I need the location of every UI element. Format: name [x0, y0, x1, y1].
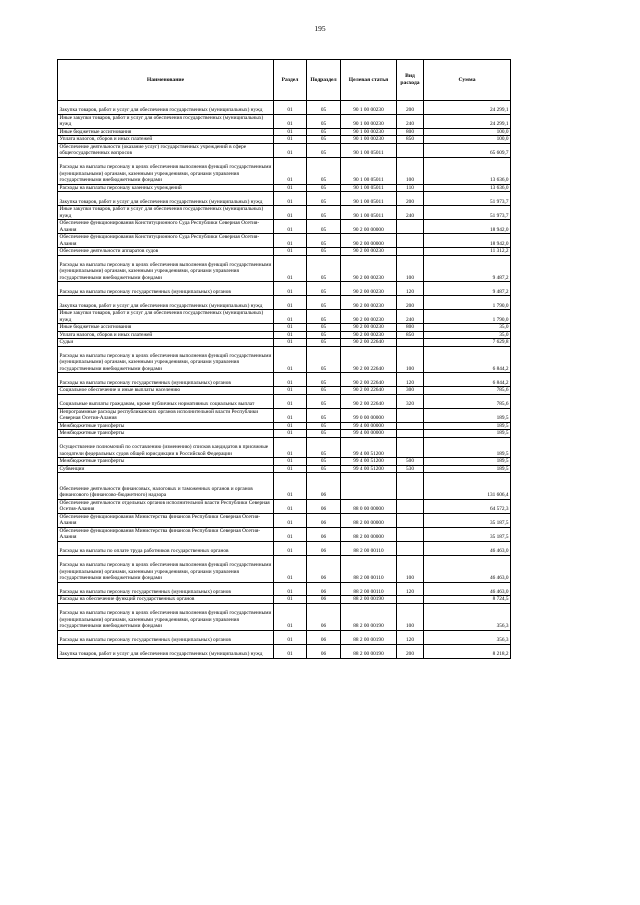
cell-subsection: 05 [307, 465, 341, 473]
cell-name: Иные закупки товаров, работ и услуг для обеспечения государственных (муниципальных) нужд [58, 114, 274, 128]
cell-amount: 189,5 [424, 458, 511, 466]
cell-name: Расходы на выплаты персоналу в целях обеспечения выполнения функций государственными (муниципальными) органами, казенными учреждениями, органами управления государственными внебюджетными фондами [58, 555, 274, 582]
table-row [58, 101, 511, 115]
cell-section: 01 [274, 458, 307, 466]
table-row [58, 430, 511, 438]
cell-target: 90 1 00 00230 [341, 114, 397, 128]
cell-subsection: 06 [307, 541, 341, 555]
cell-section: 01 [274, 527, 307, 541]
table-row [58, 582, 511, 596]
cell-amount: 1 790,0 [424, 310, 511, 324]
cell-section: 01 [274, 248, 307, 256]
cell-expense-type: 240 [397, 310, 424, 324]
cell-name: Обеспечение деятельности аппаратов судов [58, 248, 274, 256]
cell-name: Социальные выплаты гражданам, кроме публичных нормативных социальных выплат [58, 394, 274, 408]
cell-expense-type: 200 [397, 296, 424, 310]
cell-name: Расходы на выплаты персоналу государственных (муниципальных) органов [58, 582, 274, 596]
cell-section: 01 [274, 582, 307, 596]
cell-subsection: 06 [307, 596, 341, 604]
cell-subsection: 05 [307, 143, 341, 157]
cell-amount: 35,0 [424, 324, 511, 332]
cell-target: 88 0 00 00000 [341, 499, 397, 513]
table-body [58, 101, 511, 659]
cell-section: 01 [274, 473, 307, 500]
cell-subsection: 05 [307, 458, 341, 466]
cell-subsection: 05 [307, 339, 341, 347]
header-expense-type: Вид расхода [397, 60, 424, 101]
cell-target: 90 1 00 05011 [341, 206, 397, 220]
page-number: 195 [314, 24, 326, 33]
cell-subsection: 05 [307, 282, 341, 296]
header-section: Раздел [274, 60, 307, 101]
cell-subsection: 05 [307, 128, 341, 136]
cell-name: Обеспечение функционирования Министерства финансов Республики Северная Осетия-Алания [58, 513, 274, 527]
cell-name: Обеспечение деятельности финансовых, налоговых и таможенных органов и органов финансового (финансово-бюджетного) надзора [58, 473, 274, 500]
cell-target: 90 2 00 00000 [341, 220, 397, 234]
table-row [58, 465, 511, 473]
table-row [58, 114, 511, 128]
table-row [58, 310, 511, 324]
cell-subsection: 06 [307, 473, 341, 500]
cell-amount: 18 942,0 [424, 234, 511, 248]
cell-target: 90 1 00 05011 [341, 184, 397, 192]
cell-subsection: 05 [307, 296, 341, 310]
cell-target: 90 1 00 00230 [341, 128, 397, 136]
cell-amount: 35,0 [424, 331, 511, 339]
cell-subsection: 05 [307, 373, 341, 387]
cell-amount: 11 312,2 [424, 248, 511, 256]
table-row [58, 603, 511, 630]
cell-expense-type: 500 [397, 458, 424, 466]
cell-amount: 46 463,0 [424, 541, 511, 555]
table-header-row [58, 60, 511, 101]
cell-target: 88 2 00 00000 [341, 527, 397, 541]
cell-section: 01 [274, 596, 307, 604]
cell-section: 01 [274, 255, 307, 282]
cell-name: Судьи [58, 339, 274, 347]
cell-target: 88 2 00 00110 [341, 555, 397, 582]
cell-amount: 189,5 [424, 422, 511, 430]
cell-section: 01 [274, 101, 307, 115]
cell-target: 90 2 00 00230 [341, 324, 397, 332]
cell-target: 90 2 00 00230 [341, 255, 397, 282]
cell-amount: 189,5 [424, 465, 511, 473]
cell-subsection: 05 [307, 394, 341, 408]
cell-target: 90 2 00 00230 [341, 331, 397, 339]
cell-name: Расходы на обеспечение функций государственных органов [58, 596, 274, 604]
cell-expense-type [397, 437, 424, 457]
cell-expense-type: 120 [397, 282, 424, 296]
cell-section: 01 [274, 339, 307, 347]
table-row [58, 644, 511, 658]
cell-amount: 7 629,8 [424, 339, 511, 347]
cell-section: 01 [274, 143, 307, 157]
cell-section: 01 [274, 644, 307, 658]
cell-name: Обеспечение функционирования Конституционного Суда Республики Северная Осетия-Алания [58, 234, 274, 248]
cell-target: 88 2 00 00190 [341, 596, 397, 604]
cell-name: Уплата налогов, сборов и иных платежей [58, 331, 274, 339]
cell-expense-type [397, 527, 424, 541]
cell-amount: 24 299,1 [424, 101, 511, 115]
cell-name: Межбюджетные трансферты [58, 430, 274, 438]
cell-subsection: 06 [307, 499, 341, 513]
cell-expense-type [397, 541, 424, 555]
cell-amount: 8 218,2 [424, 644, 511, 658]
cell-subsection: 05 [307, 346, 341, 373]
cell-expense-type: 100 [397, 157, 424, 184]
cell-name: Закупка товаров, работ и услуг для обеспечения государственных (муниципальных) нужд [58, 644, 274, 658]
cell-name: Расходы на выплаты персоналу в целях обеспечения выполнения функций государственными (муниципальными) органами, казенными учреждениями, органами управления государственными внебюджетными фондами [58, 346, 274, 373]
cell-subsection: 05 [307, 192, 341, 206]
cell-amount: 100,0 [424, 136, 511, 144]
cell-amount: 24 299,1 [424, 114, 511, 128]
cell-amount: 35 187,5 [424, 513, 511, 527]
cell-section: 01 [274, 373, 307, 387]
cell-subsection: 05 [307, 387, 341, 395]
cell-amount: 65 609,7 [424, 143, 511, 157]
cell-target [341, 473, 397, 500]
cell-name: Обеспечение деятельности (оказание услуг) государственных учреждений в сфере общегосударственных вопросов [58, 143, 274, 157]
cell-amount: 100,0 [424, 128, 511, 136]
cell-expense-type: 320 [397, 394, 424, 408]
cell-subsection: 05 [307, 310, 341, 324]
cell-name: Расходы на выплаты персоналу в целях обеспечения выполнения функций государственными (муниципальными) органами, казенными учреждениями, органами управления государственными внебюджетными фондами [58, 157, 274, 184]
cell-section: 01 [274, 192, 307, 206]
cell-section: 01 [274, 310, 307, 324]
cell-subsection: 05 [307, 136, 341, 144]
cell-expense-type [397, 513, 424, 527]
cell-name: Расходы на выплаты персоналу в целях обеспечения выполнения функций государственными (муниципальными) органами, казенными учреждениями, органами управления государственными внебюджетными фондами [58, 255, 274, 282]
cell-name: Социальное обеспечение и иные выплаты населению [58, 387, 274, 395]
cell-expense-type: 800 [397, 324, 424, 332]
table-row [58, 331, 511, 339]
cell-expense-type: 200 [397, 101, 424, 115]
table-row [58, 192, 511, 206]
cell-name: Непрограммные расходы республиканских органов исполнительной власти Республики Северная Осетия-Алания [58, 408, 274, 422]
table-row [58, 255, 511, 282]
cell-target: 88 2 00 00110 [341, 582, 397, 596]
cell-expense-type: 120 [397, 630, 424, 644]
cell-amount: 189,5 [424, 430, 511, 438]
cell-subsection: 06 [307, 603, 341, 630]
cell-name: Обеспечение деятельности отдельных органов исполнительной власти Республики Северная Осетия-Алания [58, 499, 274, 513]
table-row [58, 296, 511, 310]
cell-amount: 51 973,7 [424, 206, 511, 220]
cell-expense-type: 240 [397, 206, 424, 220]
table-row [58, 596, 511, 604]
cell-amount: 18 942,0 [424, 220, 511, 234]
cell-expense-type [397, 596, 424, 604]
cell-target: 90 1 00 05011 [341, 157, 397, 184]
cell-target: 88 2 00 00110 [341, 541, 397, 555]
cell-amount: 35 187,5 [424, 527, 511, 541]
cell-amount: 1 790,0 [424, 296, 511, 310]
cell-expense-type: 100 [397, 255, 424, 282]
cell-expense-type: 850 [397, 136, 424, 144]
header-name: Наименование [58, 60, 274, 101]
cell-section: 01 [274, 346, 307, 373]
cell-section: 01 [274, 408, 307, 422]
table-row [58, 339, 511, 347]
cell-name: Межбюджетные трансферты [58, 422, 274, 430]
cell-section: 01 [274, 422, 307, 430]
cell-amount: 785,6 [424, 394, 511, 408]
table-row [58, 324, 511, 332]
cell-subsection: 05 [307, 422, 341, 430]
cell-expense-type: 200 [397, 192, 424, 206]
cell-target: 90 2 00 00230 [341, 248, 397, 256]
cell-section: 01 [274, 220, 307, 234]
cell-expense-type [397, 220, 424, 234]
cell-expense-type: 850 [397, 331, 424, 339]
cell-subsection: 06 [307, 644, 341, 658]
cell-name: Субвенции [58, 465, 274, 473]
cell-amount: 8 724,5 [424, 596, 511, 604]
cell-section: 01 [274, 136, 307, 144]
cell-target: 99 4 00 51200 [341, 437, 397, 457]
table-row [58, 387, 511, 395]
table-row [58, 128, 511, 136]
cell-subsection: 06 [307, 527, 341, 541]
cell-subsection: 06 [307, 555, 341, 582]
cell-target: 90 2 00 00230 [341, 282, 397, 296]
cell-target: 90 2 00 22640 [341, 346, 397, 373]
cell-subsection: 05 [307, 234, 341, 248]
cell-name: Расходы на выплаты персоналу государственных (муниципальных) органов [58, 373, 274, 387]
cell-subsection: 05 [307, 206, 341, 220]
cell-expense-type: 120 [397, 373, 424, 387]
cell-subsection: 06 [307, 630, 341, 644]
cell-section: 01 [274, 282, 307, 296]
cell-target: 90 2 00 22640 [341, 387, 397, 395]
cell-section: 01 [274, 128, 307, 136]
cell-section: 01 [274, 157, 307, 184]
cell-subsection: 05 [307, 184, 341, 192]
table-row [58, 373, 511, 387]
table-row [58, 473, 511, 500]
cell-expense-type [397, 499, 424, 513]
cell-name: Расходы на выплаты персоналу государственных (муниципальных) органов [58, 282, 274, 296]
cell-name: Расходы на выплаты персоналу казенных учреждений [58, 184, 274, 192]
cell-amount: 64 572,3 [424, 499, 511, 513]
cell-amount: 46 463,0 [424, 555, 511, 582]
cell-amount: 9 487,2 [424, 255, 511, 282]
table-row [58, 206, 511, 220]
cell-target: 90 2 00 22640 [341, 339, 397, 347]
budget-table [57, 59, 511, 659]
cell-target: 88 2 00 00190 [341, 603, 397, 630]
table-row [58, 282, 511, 296]
cell-subsection: 05 [307, 408, 341, 422]
cell-target: 90 2 00 22640 [341, 394, 397, 408]
cell-subsection: 05 [307, 220, 341, 234]
cell-amount: 785,6 [424, 387, 511, 395]
cell-expense-type [397, 430, 424, 438]
cell-name: Иные закупки товаров, работ и услуг для обеспечения государственных (муниципальных) нужд [58, 310, 274, 324]
table-row [58, 630, 511, 644]
cell-expense-type [397, 234, 424, 248]
cell-name: Иные закупки товаров, работ и услуг для обеспечения государственных (муниципальных) нужд [58, 206, 274, 220]
cell-target: 90 1 00 05011 [341, 143, 397, 157]
cell-amount: 131 606,4 [424, 473, 511, 500]
cell-target: 99 4 00 51200 [341, 458, 397, 466]
cell-section: 01 [274, 541, 307, 555]
cell-name: Закупка товаров, работ и услуг для обеспечения государственных (муниципальных) нужд [58, 192, 274, 206]
cell-target: 90 1 00 00230 [341, 136, 397, 144]
table-row [58, 394, 511, 408]
cell-target: 90 2 00 22640 [341, 373, 397, 387]
cell-expense-type [397, 408, 424, 422]
cell-section: 01 [274, 206, 307, 220]
cell-target: 88 2 00 00190 [341, 644, 397, 658]
cell-name: Иные бюджетные ассигнования [58, 128, 274, 136]
cell-subsection: 05 [307, 101, 341, 115]
cell-target: 99 4 00 00000 [341, 422, 397, 430]
cell-amount: 9 487,2 [424, 282, 511, 296]
table-row [58, 346, 511, 373]
cell-section: 01 [274, 465, 307, 473]
cell-amount: 356,3 [424, 630, 511, 644]
header-subsection: Подраздел [307, 60, 341, 101]
cell-section: 01 [274, 437, 307, 457]
cell-amount: 189,5 [424, 408, 511, 422]
cell-name: Расходы на выплаты по оплате труда работников государственных органов [58, 541, 274, 555]
table-row [58, 541, 511, 555]
cell-section: 01 [274, 324, 307, 332]
table-row [58, 513, 511, 527]
cell-section: 01 [274, 603, 307, 630]
cell-section: 01 [274, 331, 307, 339]
cell-subsection: 05 [307, 324, 341, 332]
cell-amount: 189,5 [424, 437, 511, 457]
cell-amount: 51 973,7 [424, 192, 511, 206]
cell-amount: 356,3 [424, 603, 511, 630]
cell-name: Осуществление полномочий по составлению (изменению) списков кандидатов в присяжные заседатели федеральных судов общей юрисдикции в Российской Федерации [58, 437, 274, 457]
table-row [58, 555, 511, 582]
cell-target: 88 2 00 00000 [341, 513, 397, 527]
cell-expense-type: 200 [397, 644, 424, 658]
cell-amount: 13 636,0 [424, 157, 511, 184]
cell-target: 99 4 00 51200 [341, 465, 397, 473]
table-row [58, 143, 511, 157]
cell-target: 90 2 00 00230 [341, 310, 397, 324]
cell-target: 88 2 00 00190 [341, 630, 397, 644]
cell-expense-type: 110 [397, 184, 424, 192]
cell-subsection: 05 [307, 114, 341, 128]
cell-section: 01 [274, 499, 307, 513]
table-row [58, 422, 511, 430]
cell-subsection: 06 [307, 513, 341, 527]
cell-subsection: 06 [307, 582, 341, 596]
cell-name: Закупка товаров, работ и услуг для обеспечения государственных (муниципальных) нужд [58, 296, 274, 310]
cell-target: 90 1 00 05011 [341, 192, 397, 206]
cell-subsection: 05 [307, 248, 341, 256]
cell-section: 01 [274, 630, 307, 644]
cell-section: 01 [274, 184, 307, 192]
cell-target: 99 4 00 00000 [341, 430, 397, 438]
cell-amount: 46 463,0 [424, 582, 511, 596]
cell-subsection: 05 [307, 331, 341, 339]
table-row [58, 499, 511, 513]
cell-expense-type: 800 [397, 128, 424, 136]
cell-name: Обеспечение функционирования Конституционного Суда Республики Северная Осетия-Алания [58, 220, 274, 234]
cell-section: 01 [274, 296, 307, 310]
cell-target: 90 1 00 00230 [341, 101, 397, 115]
table-row [58, 184, 511, 192]
cell-expense-type [397, 473, 424, 500]
cell-target: 90 2 00 00230 [341, 296, 397, 310]
table-row [58, 234, 511, 248]
cell-expense-type: 530 [397, 465, 424, 473]
table-row [58, 220, 511, 234]
cell-subsection: 05 [307, 430, 341, 438]
cell-section: 01 [274, 555, 307, 582]
header-amount: Сумма [424, 60, 511, 101]
cell-expense-type: 120 [397, 582, 424, 596]
cell-target: 99 0 00 00000 [341, 408, 397, 422]
table-row [58, 136, 511, 144]
cell-expense-type [397, 339, 424, 347]
cell-name: Расходы на выплаты персоналу государственных (муниципальных) органов [58, 630, 274, 644]
cell-name: Иные бюджетные ассигнования [58, 324, 274, 332]
table-row [58, 437, 511, 457]
cell-section: 01 [274, 430, 307, 438]
table-row [58, 527, 511, 541]
cell-expense-type: 100 [397, 603, 424, 630]
cell-name: Закупка товаров, работ и услуг для обеспечения государственных (муниципальных) нужд [58, 101, 274, 115]
cell-name: Уплата налогов, сборов и иных платежей [58, 136, 274, 144]
cell-subsection: 05 [307, 255, 341, 282]
table-row [58, 157, 511, 184]
cell-subsection: 05 [307, 157, 341, 184]
cell-name: Межбюджетные трансферты [58, 458, 274, 466]
cell-section: 01 [274, 114, 307, 128]
header-target: Целевая статья [341, 60, 397, 101]
cell-subsection: 05 [307, 437, 341, 457]
cell-expense-type: 240 [397, 114, 424, 128]
cell-section: 01 [274, 394, 307, 408]
table-row [58, 248, 511, 256]
cell-expense-type: 100 [397, 346, 424, 373]
cell-amount: 13 636,0 [424, 184, 511, 192]
cell-name: Обеспечение функционирования Министерства финансов Республики Северная Осетия-Алания [58, 527, 274, 541]
cell-expense-type: 300 [397, 387, 424, 395]
cell-section: 01 [274, 234, 307, 248]
cell-target: 90 2 00 00000 [341, 234, 397, 248]
cell-section: 01 [274, 513, 307, 527]
cell-amount: 6 844,2 [424, 373, 511, 387]
cell-name: Расходы на выплаты персоналу в целях обеспечения выполнения функций государственными (муниципальными) органами, казенными учреждениями, органами управления государственными внебюджетными фондами [58, 603, 274, 630]
cell-expense-type: 100 [397, 555, 424, 582]
cell-expense-type [397, 422, 424, 430]
table-row [58, 408, 511, 422]
table-row [58, 458, 511, 466]
cell-amount: 6 844,2 [424, 346, 511, 373]
cell-expense-type [397, 248, 424, 256]
cell-expense-type [397, 143, 424, 157]
cell-section: 01 [274, 387, 307, 395]
